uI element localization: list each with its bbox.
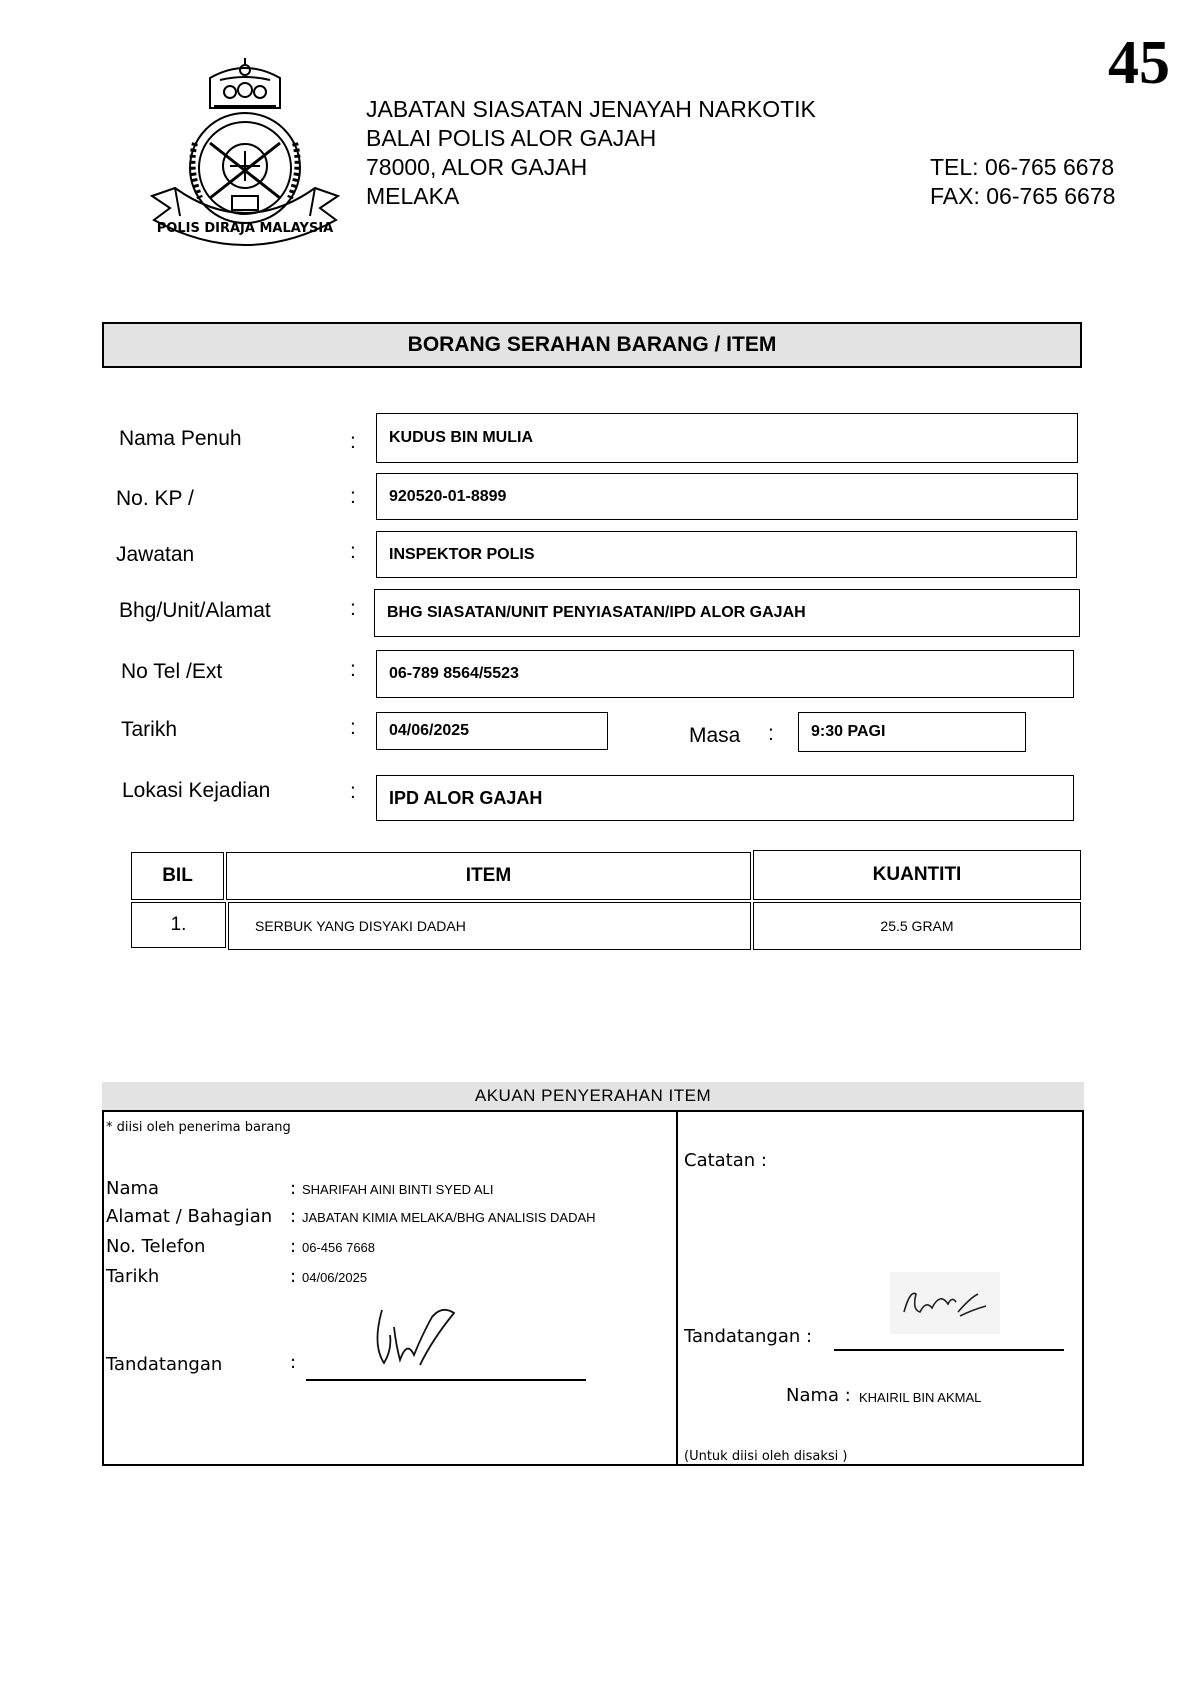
receiver-nama-label: Nama <box>106 1178 160 1199</box>
witness-nama-label: Nama : <box>786 1385 851 1406</box>
field-jawatan[interactable]: INSPEKTOR POLIS <box>376 531 1077 578</box>
catatan-label: Catatan : <box>684 1150 767 1171</box>
receiver-tarikh-label: Tarikh <box>106 1266 160 1287</box>
akuan-note: * diisi oleh penerima barang <box>106 1120 291 1135</box>
witness-tandatangan-label: Tandatangan : <box>684 1326 813 1347</box>
polis-crest-logo <box>150 48 340 263</box>
label-nama-penuh: Nama Penuh <box>119 427 242 450</box>
header-address <box>366 95 816 211</box>
colon: : <box>290 1352 297 1373</box>
colon: : <box>290 1206 297 1227</box>
fax-number: FAX: 06-765 6678 <box>930 183 1116 209</box>
tel-number: TEL: 06-765 6678 <box>930 154 1115 180</box>
receiver-tandatangan-label: Tandatangan <box>106 1354 223 1375</box>
page-number: 45 <box>1108 29 1170 97</box>
akuan-divider <box>676 1112 678 1466</box>
svg-text:POLIS DIRAJA MALAYSIA: POLIS DIRAJA MALAYSIA <box>156 221 334 236</box>
field-nama-penuh[interactable]: KUDUS BIN MULIA <box>376 413 1078 463</box>
header-contact <box>930 153 1115 211</box>
table-header-bil: BIL <box>131 852 224 900</box>
receiver-nama: SHARIFAH AINI BINTI SYED ALI <box>302 1182 494 1197</box>
table-header-kuantiti: KUANTITI <box>753 850 1081 900</box>
field-tarikh[interactable]: 04/06/2025 <box>376 712 608 750</box>
colon: : <box>290 1178 297 1199</box>
receiver-signature <box>362 1305 472 1375</box>
receiver-telefon: 06-456 7668 <box>302 1240 376 1255</box>
polis-diraja-malaysia-crest-icon <box>150 48 340 263</box>
colon: : <box>350 485 356 508</box>
field-no-tel-ext[interactable]: 06-789 8564/5523 <box>376 650 1074 698</box>
witness-footnote: (Untuk diisi oleh disaksi ) <box>684 1449 848 1464</box>
colon: : <box>290 1236 297 1257</box>
table-header-item: ITEM <box>226 852 751 900</box>
colon: : <box>350 716 356 739</box>
label-bhg-unit-alamat: Bhg/Unit/Alamat <box>119 599 271 622</box>
colon: : <box>290 1266 297 1287</box>
label-no-kp: No. KP / <box>116 487 194 510</box>
receiver-signature-line <box>306 1379 586 1381</box>
table-cell-item: SERBUK YANG DISYAKI DADAH <box>228 902 751 950</box>
akuan-title: AKUAN PENYERAHAN ITEM <box>102 1082 1084 1112</box>
colon: : <box>350 540 356 563</box>
label-tarikh: Tarikh <box>121 718 178 741</box>
colon: : <box>350 430 356 453</box>
receiver-alamat: JABATAN KIMIA MELAKA/BHG ANALISIS DADAH <box>302 1210 596 1225</box>
receiver-tarikh: 04/06/2025 <box>302 1270 368 1285</box>
colon: : <box>768 722 774 745</box>
witness-nama: KHAIRIL BIN AKMAL <box>859 1390 982 1405</box>
field-masa[interactable]: 9:30 PAGI <box>798 712 1026 752</box>
colon: : <box>350 780 356 803</box>
field-lokasi-kejadian[interactable]: IPD ALOR GAJAH <box>376 775 1074 821</box>
label-masa: Masa <box>689 724 741 747</box>
address-line-1: JABATAN SIASATAN JENAYAH NARKOTIK <box>366 96 816 122</box>
table-cell-bil: 1. <box>131 902 226 948</box>
table-cell-kuantiti: 25.5 GRAM <box>753 902 1081 950</box>
label-no-tel-ext: No Tel /Ext <box>121 660 223 683</box>
address-line-2: BALAI POLIS ALOR GAJAH <box>366 125 657 151</box>
label-jawatan: Jawatan <box>116 543 195 566</box>
witness-signature <box>890 1272 1000 1339</box>
address-line-4: MELAKA <box>366 183 460 209</box>
witness-signature-line <box>834 1349 1064 1351</box>
receiver-alamat-label: Alamat / Bahagian <box>106 1206 273 1227</box>
field-no-kp[interactable]: 920520-01-8899 <box>376 473 1078 520</box>
colon: : <box>350 658 356 681</box>
field-bhg-unit-alamat[interactable]: BHG SIASATAN/UNIT PENYIASATAN/IPD ALOR GAJAH <box>374 589 1080 637</box>
receiver-telefon-label: No. Telefon <box>106 1236 206 1257</box>
form-title: BORANG SERAHAN BARANG / ITEM <box>102 322 1082 368</box>
colon: : <box>350 597 356 620</box>
label-lokasi-kejadian: Lokasi Kejadian <box>122 779 271 802</box>
address-line-3: 78000, ALOR GAJAH <box>366 154 588 180</box>
